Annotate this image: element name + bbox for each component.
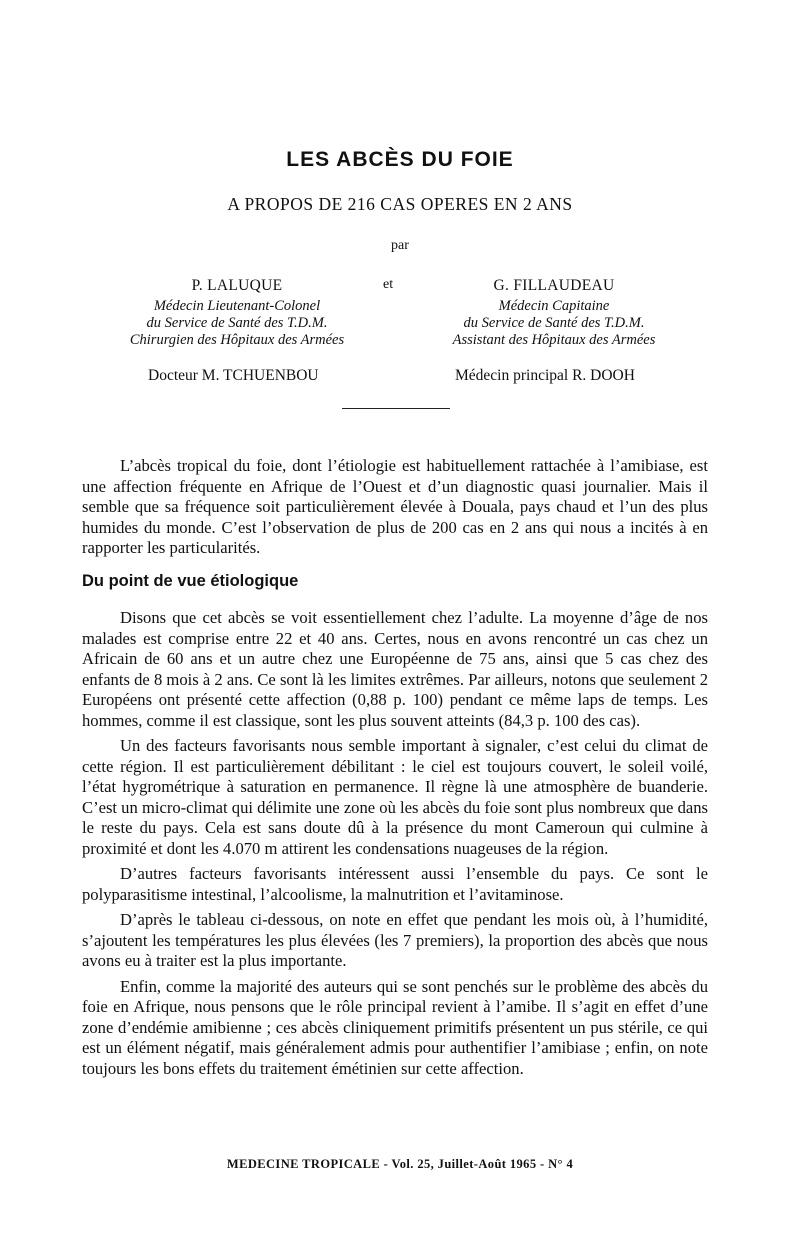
author-role: Chirurgien des Hôpitaux des Armées: [129, 332, 345, 348]
body-paragraph: Un des facteurs favorisants nous semble important à signaler, c’est celui du climat de cette région. Il est particulièrement débilitant : le ciel est toujours couvert, le soleil voilé, l’état hygrométrique à saturation en permanence. Il règne là une atmosphère de buanderie. C’est un micro-climat qui délimite une zone où les abcès du foie sont plus nombreux que dans le reste du pays. Cela est sans doute dû à la présence du mont Cameroun qui culmine à proximité et dont les 4.070 m attirent les condensations nuageuses de la région.: [82, 736, 708, 858]
article-subtitle: A PROPOS DE 216 CAS OPERES EN 2 ANS: [227, 194, 573, 214]
author-role: Assistant des Hôpitaux des Armées: [452, 332, 656, 348]
author-tchuenbou: Docteur M. TCHUENBOU: [148, 367, 319, 384]
author-role: Médecin Capitaine: [498, 298, 610, 314]
author-laluque: [102, 277, 372, 349]
article-title: LES ABCÈS DU FOIE: [286, 148, 514, 171]
body-paragraph: Enfin, comme la majorité des auteurs qui se sont penchés sur le problème des abcès du foie en Afrique, nous pensons que le rôle principal revient à l’amibe. Il s’agit en effet d’une zone d’endémie amibienne ; ces abcès cliniquement primitifs présentent un pus stérile, ce qui est un élément négatif, mais généralement admis pour authentifier l’amibiase ; enfin, on note toujours les bons effets du traitement émétinien sur cette affection.: [82, 976, 708, 1078]
author-role: du Service de Santé des T.D.M.: [146, 315, 328, 331]
section-heading: Du point de vue étiologique: [82, 572, 299, 590]
etiology-section: [82, 608, 708, 1084]
author-dooh: Médecin principal R. DOOH: [455, 367, 635, 384]
journal-footer: MEDECINE TROPICALE - Vol. 25, Juillet-Août 1965 - N° 4: [226, 1157, 574, 1171]
author-name: P. LALUQUE: [191, 277, 283, 294]
author-fillaudeau: [424, 277, 684, 349]
intro-paragraph: L’abcès tropical du foie, dont l’étiologie est habituellement rattachée à l’amibiase, est une affection fréquente en Afrique de l’Ouest et d’un diagnostic quasi journalier. Mais il semble que sa fréquence soit particulièrement élevée à Douala, pays chaud et l’un des plus humides du monde. C’est l’observation de plus de 200 cas en 2 ans qui nous a incités à en rapporter les particularités.: [82, 456, 708, 557]
author-role: Médecin Lieutenant-Colonel: [153, 298, 321, 314]
intro-section: [82, 456, 708, 564]
body-paragraph: D’autres facteurs favorisants intéressent aussi l’ensemble du pays. Ce sont le polyparasitisme intestinal, l’alcoolisme, la malnutrition et l’avitaminose.: [82, 864, 708, 904]
body-paragraph: D’après le tableau ci-dessous, on note en effet que pendant les mois où, à l’humidité, s’ajoutent les températures les plus élevées (les 7 premiers), la proportion des abcès que nous avons eu à traiter est la plus importante.: [82, 910, 708, 970]
separator-rule: [342, 408, 450, 409]
body-paragraph: Disons que cet abcès se voit essentiellement chez l’adulte. La moyenne d’âge de nos malades est comprise entre 22 et 40 ans. Certes, nous en avons rencontré un cas chez un Africain de 60 ans et un autre chez une Européenne de 75 ans, ainsi que 5 cas chez des enfants de 8 mois à 2 ans. Ce sont là les limites extrêmes. Par ailleurs, notons que seulement 2 Européens ont présenté cette affection (0,88 p. 100) pendant ce même laps de temps. Les hommes, comme il est classique, sont les plus souvent atteints (84,3 p. 100 des cas).: [82, 608, 708, 730]
author-conjunction: et: [383, 277, 394, 292]
author-name: G. FILLAUDEAU: [493, 277, 615, 294]
author-role: du Service de Santé des T.D.M.: [463, 315, 645, 331]
by-line: par: [391, 238, 409, 253]
